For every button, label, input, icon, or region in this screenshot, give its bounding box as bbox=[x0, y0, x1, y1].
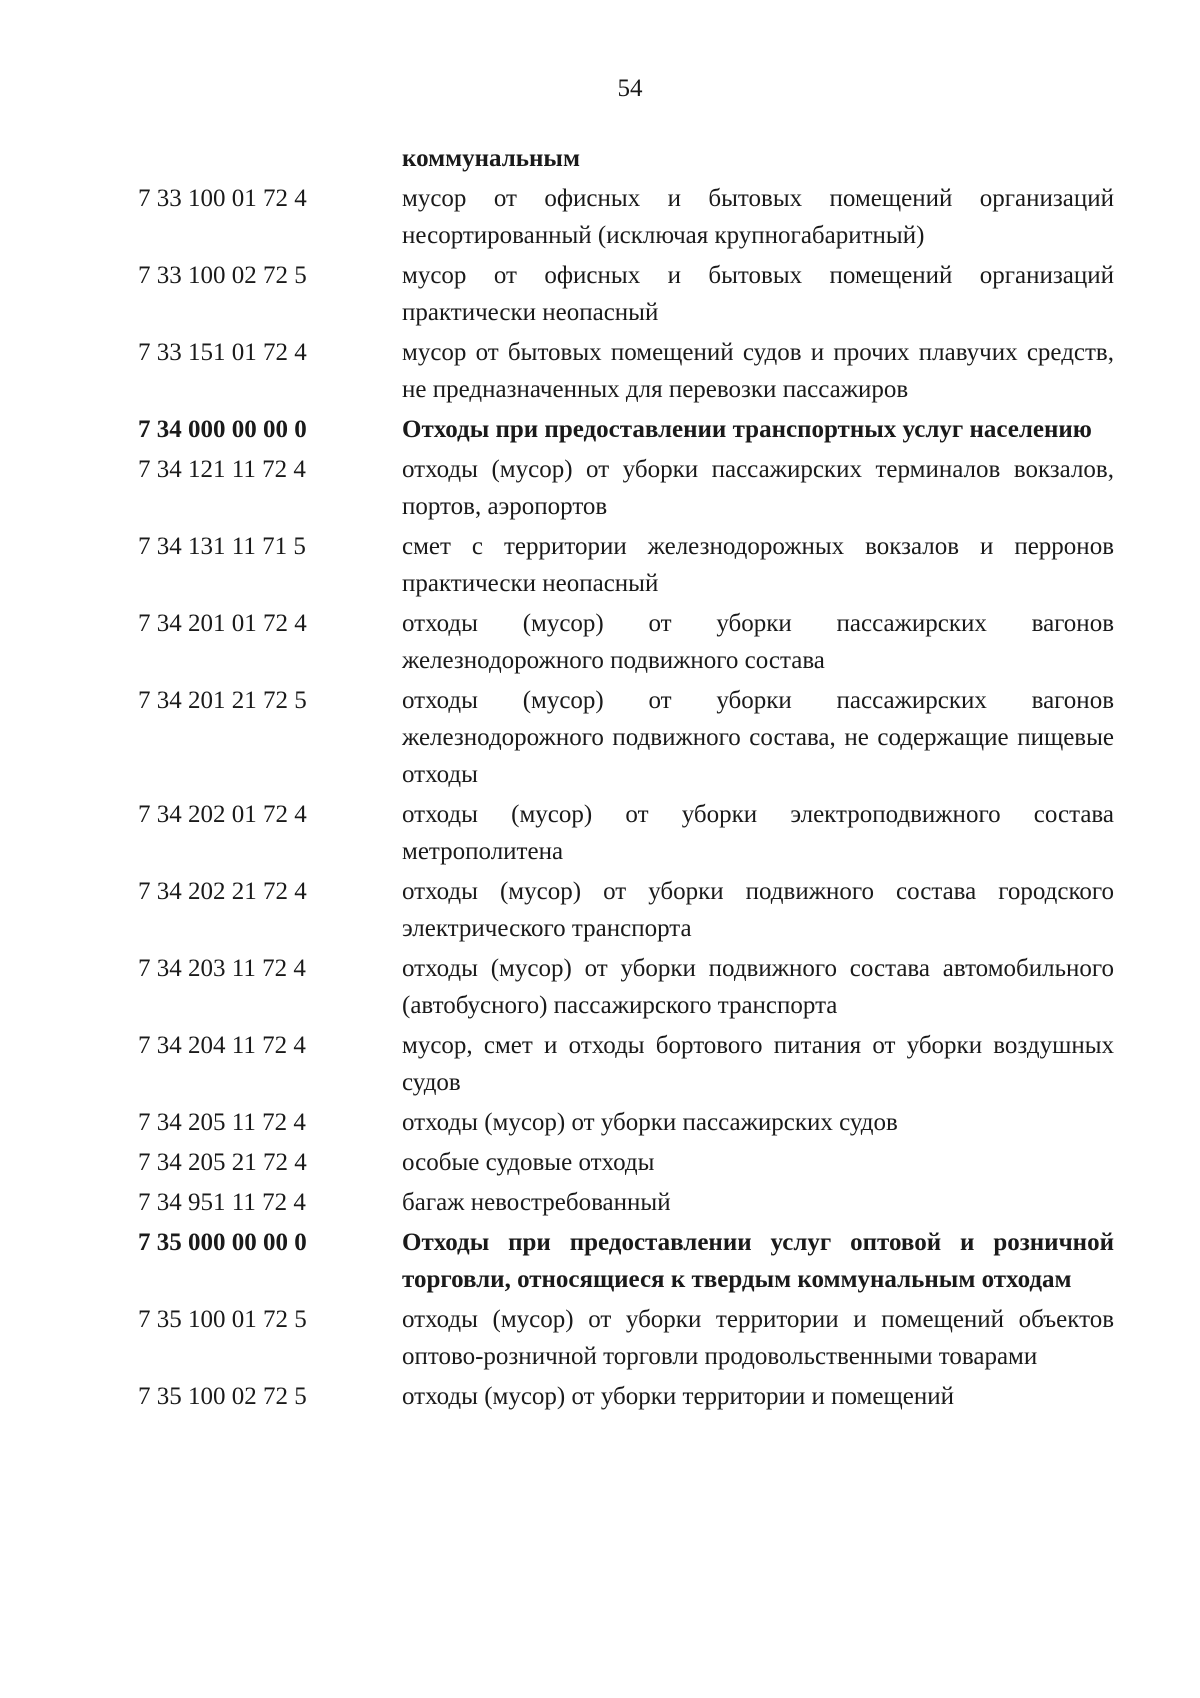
waste-description: коммунальным bbox=[402, 145, 580, 172]
waste-code: 7 35 100 01 72 5 bbox=[138, 1306, 307, 1333]
section-title: Отходы при предоставлении услуг оптовой и розничной торговли, относящиеся к твердым коммунальным отходам bbox=[402, 1229, 1114, 1293]
waste-code: 7 34 205 11 72 4 bbox=[138, 1109, 306, 1136]
list-item bbox=[138, 451, 1114, 525]
waste-description: отходы (мусор) от уборки подвижного состава городского электрического транспорта bbox=[402, 878, 1114, 942]
waste-code: 7 34 203 11 72 4 bbox=[138, 955, 306, 982]
waste-code: 7 34 201 21 72 5 bbox=[138, 687, 307, 714]
waste-code: 7 33 100 01 72 4 bbox=[138, 185, 307, 212]
waste-description: отходы (мусор) от уборки пассажирских вагонов железнодорожного подвижного состава bbox=[402, 610, 1114, 674]
waste-description: отходы (мусор) от уборки пассажирских судов bbox=[402, 1109, 898, 1136]
waste-code: 7 33 151 01 72 4 bbox=[138, 339, 307, 366]
waste-description: особые судовые отходы bbox=[402, 1149, 655, 1176]
list-item bbox=[138, 1144, 1114, 1181]
list-item bbox=[138, 334, 1114, 408]
list-item bbox=[138, 873, 1114, 947]
waste-code: 7 34 951 11 72 4 bbox=[138, 1189, 306, 1216]
section-code: 7 35 000 00 00 0 bbox=[138, 1229, 307, 1256]
list-item bbox=[138, 1301, 1114, 1375]
section-heading-row bbox=[138, 411, 1114, 448]
waste-description: смет с территории железнодорожных вокзалов и перронов практически неопасный bbox=[402, 533, 1114, 597]
waste-code: 7 34 204 11 72 4 bbox=[138, 1032, 306, 1059]
waste-code: 7 34 201 01 72 4 bbox=[138, 610, 307, 637]
waste-code: 7 34 202 21 72 4 bbox=[138, 878, 307, 905]
waste-code: 7 34 205 21 72 4 bbox=[138, 1149, 307, 1176]
waste-description: мусор от офисных и бытовых помещений организаций несортированный (исключая крупногабаритный) bbox=[402, 185, 1114, 249]
list-item bbox=[138, 605, 1114, 679]
waste-code: 7 34 131 11 71 5 bbox=[138, 533, 306, 560]
list-item bbox=[138, 140, 1114, 177]
waste-description: мусор от офисных и бытовых помещений организаций практически неопасный bbox=[402, 262, 1114, 326]
waste-description: мусор, смет и отходы бортового питания от уборки воздушных судов bbox=[402, 1032, 1114, 1096]
list-item bbox=[138, 1184, 1114, 1221]
waste-classification-list bbox=[138, 140, 1114, 1418]
list-item bbox=[138, 796, 1114, 870]
waste-code: 7 33 100 02 72 5 bbox=[138, 262, 307, 289]
waste-description: отходы (мусор) от уборки территории и помещений объектов оптово-розничной торговли продовольственными товарами bbox=[402, 1306, 1114, 1370]
waste-description: отходы (мусор) от уборки территории и помещений bbox=[402, 1383, 954, 1410]
waste-code: 7 34 121 11 72 4 bbox=[138, 456, 306, 483]
list-item bbox=[138, 682, 1114, 793]
waste-code: 7 34 202 01 72 4 bbox=[138, 801, 307, 828]
section-heading-row bbox=[138, 1224, 1114, 1298]
section-code: 7 34 000 00 00 0 bbox=[138, 416, 307, 443]
waste-description: мусор от бытовых помещений судов и прочих плавучих средств, не предназначенных для перевозки пассажиров bbox=[402, 339, 1114, 403]
list-item bbox=[138, 180, 1114, 254]
waste-description: отходы (мусор) от уборки электроподвижного состава метрополитена bbox=[402, 801, 1114, 865]
list-item bbox=[138, 1104, 1114, 1141]
waste-code: 7 35 100 02 72 5 bbox=[138, 1383, 307, 1410]
page-number: 54 bbox=[617, 75, 643, 102]
list-item bbox=[138, 950, 1114, 1024]
waste-description: отходы (мусор) от уборки подвижного состава автомобильного (автобусного) пассажирского транспорта bbox=[402, 955, 1114, 1019]
section-title: Отходы при предоставлении транспортных услуг населению bbox=[402, 416, 1092, 443]
waste-description: багаж невостребованный bbox=[402, 1189, 671, 1216]
list-item bbox=[138, 257, 1114, 331]
list-item bbox=[138, 528, 1114, 602]
list-item bbox=[138, 1027, 1114, 1101]
waste-description: отходы (мусор) от уборки пассажирских терминалов вокзалов, портов, аэропортов bbox=[402, 456, 1114, 520]
waste-description: отходы (мусор) от уборки пассажирских вагонов железнодорожного подвижного состава, не содержащие пищевые отходы bbox=[402, 687, 1114, 788]
list-item bbox=[138, 1378, 1114, 1415]
